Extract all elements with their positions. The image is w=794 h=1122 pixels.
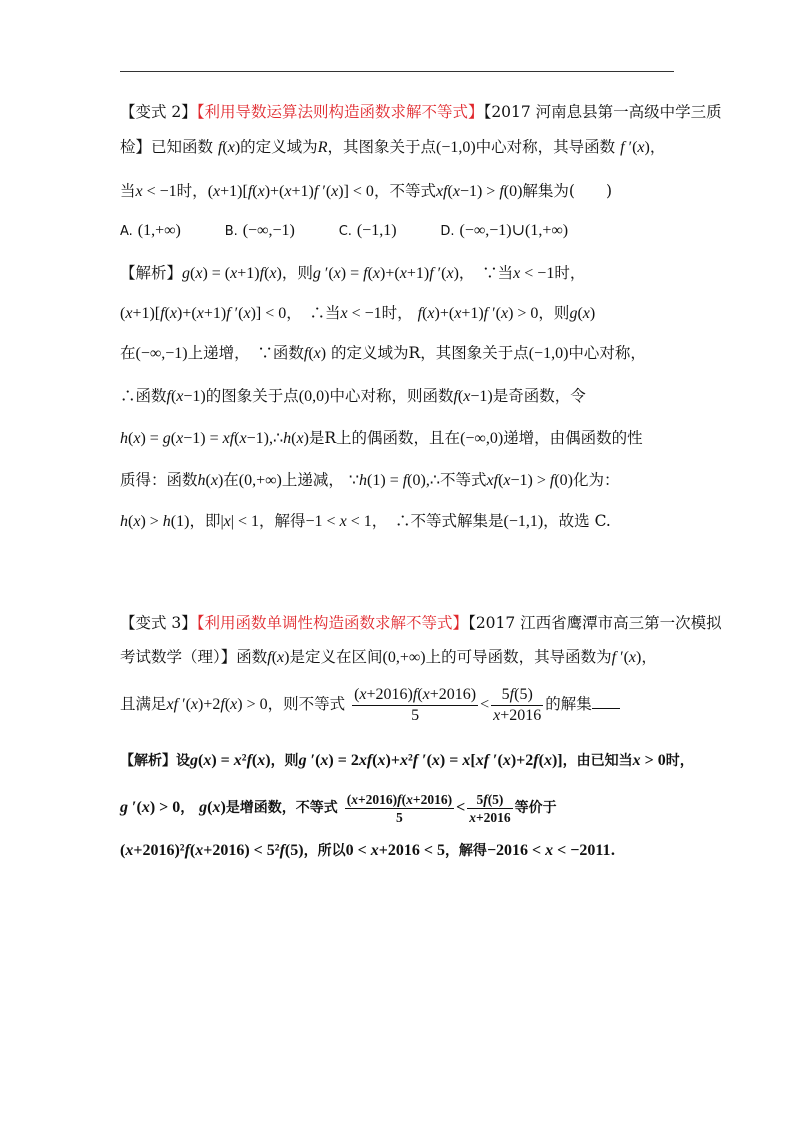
solution2-line6: 质得：函数h(x)在(0,+∞)上递减， ∵h(1) = f(0),∴不等式xf(x−1) > f(0)化为：	[120, 471, 620, 489]
solution3-line1: 【解析】设g(x) = x²f(x)，则g ′(x) = 2xf(x)+x²f ′(x) = x[xf ′(x)+2f(x)]，由已知当x > 0时，	[120, 752, 694, 769]
option-c: (−1,1)	[356, 222, 397, 239]
formula: x < −1	[513, 265, 555, 282]
solution2-line5: h(x) = g(x−1) = xf(x−1),∴h(x)是R上的偶函数，且在(−∞,0)递增，由偶函数的性	[120, 429, 643, 447]
formula: f(x)	[217, 139, 241, 156]
formula: −2016 < x < −2011	[486, 842, 611, 859]
formula: xf ′(x)+2f(x) > 0	[166, 696, 268, 714]
formula: f ′(x)	[611, 649, 642, 666]
formula: x < −1	[135, 183, 177, 200]
variant2-options	[120, 219, 568, 243]
formula: (x+1)[f(x)+(x+1)f ′(x)] < 0	[120, 305, 287, 322]
formula: (x+1)[f(x)+(x+1)f ′(x)] < 0	[207, 183, 374, 200]
formula: x < −1	[340, 305, 382, 322]
formula: (−1,0)	[435, 139, 476, 156]
solution2-line2: (x+1)[f(x)+(x+1)f ′(x)] < 0， ∴当x < −1时， f(x)+(x+1)f ′(x) > 0，则g(x)	[120, 304, 596, 322]
formula: |x| < 1	[220, 513, 260, 530]
solution3-label: 【解析】设	[120, 753, 190, 769]
variant2-source: 【2017 河南息县第一高级中学三质	[483, 103, 722, 121]
formula: (−1,1)	[503, 513, 544, 530]
solution2-line1: 【解析】g(x) = (x+1)f(x)，则g ′(x) = f(x)+(x+1)f ′(x)， ∵当x < −1时，	[120, 264, 586, 282]
formula: $\frac{(x+2016)f(x+2016)}{5}$ < $\frac{5f(5)}{x+2016}$	[346, 792, 511, 825]
formula: g ′(x) > 0	[120, 799, 181, 817]
formula: −1 < x < 1	[305, 513, 372, 530]
variant3-source: 【2017 江西省鹰潭市高三第一次模拟	[468, 614, 722, 632]
variant2-method: 【利用导数运算法则构造函数求解不等式】	[196, 103, 484, 121]
formula: $\frac{(x+2016)f(x+2016)}{5}$ < $\frac{5f(5)}{x+2016}$	[354, 686, 542, 724]
formula: f(x)	[267, 649, 290, 666]
formula: f ′(x)	[620, 139, 650, 156]
option-a-label: A.	[120, 224, 133, 239]
formula: x > 0	[632, 752, 666, 769]
formula: g ′(x) = f(x)+(x+1)f ′(x)	[312, 265, 459, 282]
answer-blank	[592, 694, 620, 709]
solution2-label: 【解析】	[120, 264, 183, 282]
formula: f(x)+(x+1)f ′(x) > 0	[417, 305, 539, 322]
solution2-line4: ∴函数f(x−1)的图象关于点(0,0)中心对称，则函数f(x−1)是奇函数，令	[120, 387, 586, 405]
formula: (0,+∞)	[238, 472, 282, 489]
formula: 0 < x+2016 < 5	[345, 842, 445, 859]
formula: g(x) = (x+1)f(x)	[182, 265, 282, 282]
formula: (−1,0)	[528, 345, 569, 362]
option-d-label: D.	[440, 224, 455, 239]
variant2-title-line	[120, 101, 722, 123]
variant3-line3: 且满足xf ′(x)+2f(x) > 0，则不等式 $\frac{(x+2016)f(x+2016)}{5}$ < $\frac{5f(5)}{x+2016}$ 的解集	[120, 686, 620, 725]
formula: h(x)	[197, 472, 224, 489]
formula: g(x) = x²f(x)	[190, 752, 271, 769]
formula: h(x) > h(1)	[120, 513, 190, 530]
option-d: (−∞,−1)∪(1,+∞)	[459, 222, 569, 239]
option-b: (−∞,−1)	[242, 222, 295, 239]
formula: (0,0)	[298, 388, 330, 405]
variant2-line2: 检】已知函数 f(x)的定义域为R，其图象关于点(−1,0)中心对称，其导函数 f ′(x)，	[120, 138, 666, 156]
variant2-line3: 当x < −1时，(x+1)[f(x)+(x+1)f ′(x)] < 0，不等式xf(x−1) > f(0)解集为( )	[120, 182, 613, 200]
option-b-label: B.	[224, 224, 238, 239]
formula: g(x)	[199, 799, 226, 817]
formula: f(x−1)	[453, 388, 493, 405]
formula: f(x−1)	[166, 388, 206, 405]
solution3-line2: g ′(x) > 0， g(x)是增函数，不等式 $\frac{(x+2016)f(x+2016)}{5}$ < $\frac{5f(5)}{x+2016}$ 等价于	[120, 792, 557, 825]
formula: f(x)	[303, 345, 327, 362]
variant3-title-line	[120, 612, 722, 634]
solution2-line3: 在(−∞,−1)上递增， ∵函数f(x) 的定义域为R，其图象关于点(−1,0)中心对称，	[120, 344, 646, 362]
solution3-line3: (x+2016)²f(x+2016) < 5²f(5)，所以0 < x+2016 < 5，解得−2016 < x < −2011.	[120, 842, 616, 859]
formula: (−∞,−1)	[135, 345, 188, 362]
option-c-label: C.	[338, 224, 352, 239]
formula: xf(x−1) > f(0)	[486, 472, 573, 489]
variant3-label: 【变式 3】	[120, 614, 197, 632]
formula: xf(x−1) > f(0)	[435, 183, 523, 200]
formula: g(x)	[569, 305, 596, 322]
variant3-line2: 考试数学（理）】函数f(x)是定义在区间(0,+∞)上的可导函数，其导函数为f ′(x)，	[120, 648, 657, 666]
option-a: (1,+∞)	[137, 222, 181, 239]
header-rule	[120, 71, 674, 72]
variant2-label: 【变式 2】	[120, 103, 197, 121]
variant3-method: 【利用函数单调性构造函数求解不等式】	[196, 614, 469, 632]
formula: ∵h(1) = f(0),∴	[348, 472, 441, 489]
formula: h(x) = g(x−1) = xf(x−1),∴h(x)	[120, 430, 309, 447]
formula: g ′(x) = 2xf(x)+x²f ′(x) = x[xf ′(x)+2f(x)]	[298, 752, 563, 769]
formula: (−∞,0)	[460, 430, 504, 447]
solution2-line7: h(x) > h(1)，即|x| < 1，解得−1 < x < 1， ∴不等式解集是(−1,1)，故选 C.	[120, 512, 611, 530]
formula: (0,+∞)	[382, 649, 426, 666]
formula: (x+2016)²f(x+2016) < 5²f(5)	[120, 842, 304, 859]
